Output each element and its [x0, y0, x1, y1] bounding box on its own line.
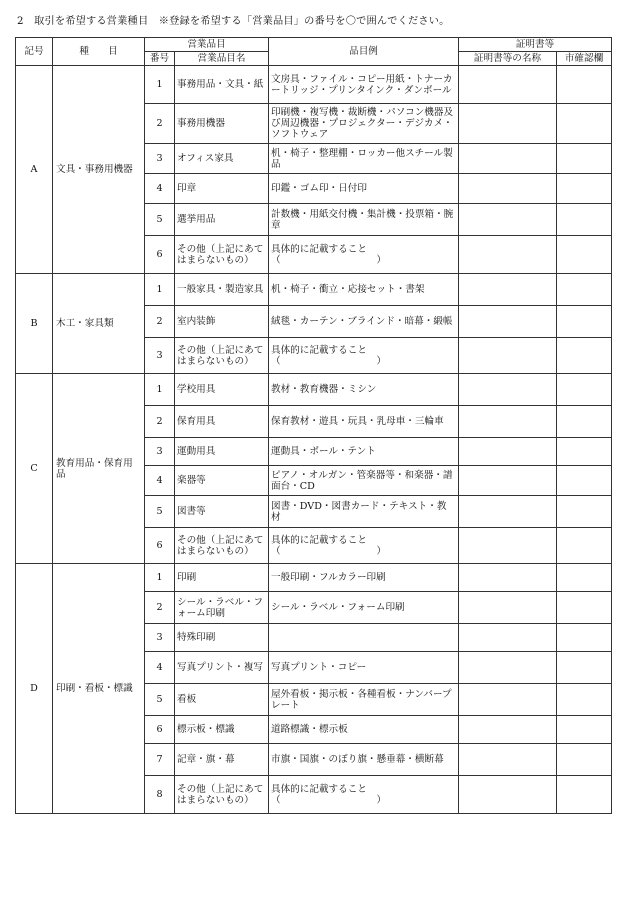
city-check-cell — [557, 496, 612, 528]
item-number[interactable]: 3 — [145, 338, 175, 374]
item-name: 事務用機器 — [175, 104, 269, 144]
item-number[interactable]: 3 — [145, 624, 175, 652]
item-example: 市旗・国旗・のぼり旗・懸垂幕・横断幕 — [269, 744, 459, 776]
certificate-name-cell[interactable] — [459, 466, 557, 496]
city-check-cell — [557, 592, 612, 624]
city-check-cell — [557, 624, 612, 652]
certificate-name-cell[interactable] — [459, 104, 557, 144]
city-check-cell — [557, 744, 612, 776]
header-row-1 — [16, 38, 612, 52]
item-example: 保育教材・遊具・玩具・乳母車・三輪車 — [269, 406, 459, 438]
category-name: 印刷・看板・標識 — [53, 564, 145, 814]
certificate-name-cell[interactable] — [459, 406, 557, 438]
item-name: 図書等 — [175, 496, 269, 528]
item-name: 特殊印刷 — [175, 624, 269, 652]
certificate-name-cell[interactable] — [459, 438, 557, 466]
certificate-name-cell[interactable] — [459, 652, 557, 684]
item-name: 室内装飾 — [175, 306, 269, 338]
item-number[interactable]: 2 — [145, 406, 175, 438]
business-category-table — [15, 37, 612, 814]
category-code: D — [16, 564, 53, 814]
city-check-cell — [557, 306, 612, 338]
item-example: 教材・教育機器・ミシン — [269, 374, 459, 406]
item-example: 印刷機・複写機・裁断機・パソコン機器及び周辺機器・プロジェクター・デジカメ・ソフトウェア — [269, 104, 459, 144]
item-example: 具体的に記載すること （ ） — [269, 776, 459, 814]
item-example: 絨毯・カーテン・ブラインド・暗幕・緞帳 — [269, 306, 459, 338]
certificate-name-cell[interactable] — [459, 306, 557, 338]
certificate-name-cell[interactable] — [459, 338, 557, 374]
item-example: 机・椅子・整理棚・ロッカー他スチール製品 — [269, 144, 459, 174]
header-number: 番号 — [145, 52, 175, 66]
category-code: A — [16, 66, 53, 274]
city-check-cell — [557, 438, 612, 466]
item-number[interactable]: 5 — [145, 204, 175, 236]
certificate-name-cell[interactable] — [459, 528, 557, 564]
certificate-name-cell[interactable] — [459, 204, 557, 236]
item-number[interactable]: 4 — [145, 174, 175, 204]
item-name: 保育用具 — [175, 406, 269, 438]
city-check-cell — [557, 66, 612, 104]
item-example — [269, 624, 459, 652]
item-name: 運動用具 — [175, 438, 269, 466]
item-number[interactable]: 2 — [145, 104, 175, 144]
certificate-name-cell[interactable] — [459, 744, 557, 776]
certificate-name-cell[interactable] — [459, 624, 557, 652]
city-check-cell — [557, 776, 612, 814]
item-example: 計数機・用紙交付機・集計機・投票箱・腕章 — [269, 204, 459, 236]
city-check-cell — [557, 338, 612, 374]
item-name: 印刷 — [175, 564, 269, 592]
city-check-cell — [557, 144, 612, 174]
item-number[interactable]: 1 — [145, 374, 175, 406]
city-check-cell — [557, 174, 612, 204]
item-example: 一般印刷・フルカラー印刷 — [269, 564, 459, 592]
item-example: 机・椅子・衝立・応接セット・書架 — [269, 274, 459, 306]
section-heading: 2 取引を希望する営業種目 ※登録を希望する「営業品目」の番号を〇で囲んでください。 — [17, 16, 450, 27]
city-check-cell — [557, 104, 612, 144]
item-name: 学校用具 — [175, 374, 269, 406]
item-name: 選挙用品 — [175, 204, 269, 236]
item-example: 運動具・ボール・テント — [269, 438, 459, 466]
item-example: 文房具・ファイル・コピー用紙・トナーカートリッジ・プリンタインク・ダンボール — [269, 66, 459, 104]
certificate-name-cell[interactable] — [459, 174, 557, 204]
certificate-name-cell[interactable] — [459, 776, 557, 814]
certificate-name-cell[interactable] — [459, 684, 557, 716]
certificate-name-cell[interactable] — [459, 236, 557, 274]
city-check-cell — [557, 716, 612, 744]
item-example: ピアノ・オルガン・管楽器等・和楽器・譜面台・CD — [269, 466, 459, 496]
item-name: 記章・旗・幕 — [175, 744, 269, 776]
certificate-name-cell[interactable] — [459, 592, 557, 624]
item-number[interactable]: 4 — [145, 466, 175, 496]
item-number[interactable]: 3 — [145, 144, 175, 174]
item-example: シール・ラベル・フォーム印刷 — [269, 592, 459, 624]
header-type: 種 目 — [53, 38, 145, 66]
table-row — [16, 66, 612, 104]
item-example: 具体的に記載すること （ ） — [269, 236, 459, 274]
header-city-check: 市確認欄 — [557, 52, 612, 66]
header-code: 記号 — [16, 38, 53, 66]
item-name: 写真プリント・複写 — [175, 652, 269, 684]
item-number[interactable]: 4 — [145, 652, 175, 684]
city-check-cell — [557, 274, 612, 306]
city-check-cell — [557, 684, 612, 716]
certificate-name-cell[interactable] — [459, 564, 557, 592]
table-row — [16, 374, 612, 406]
item-example: 具体的に記載すること （ ） — [269, 338, 459, 374]
item-name: その他（上記にあてはまらないもの） — [175, 236, 269, 274]
certificate-name-cell[interactable] — [459, 716, 557, 744]
item-example: 写真プリント・コピー — [269, 652, 459, 684]
header-item-name: 営業品目名 — [175, 52, 269, 66]
item-example: 具体的に記載すること （ ） — [269, 528, 459, 564]
item-name: その他（上記にあてはまらないもの） — [175, 776, 269, 814]
table-row — [16, 274, 612, 306]
certificate-name-cell[interactable] — [459, 496, 557, 528]
item-number[interactable]: 5 — [145, 496, 175, 528]
city-check-cell — [557, 236, 612, 274]
header-business-item: 営業品目 — [145, 38, 269, 52]
item-number[interactable]: 1 — [145, 66, 175, 104]
item-name: シール・ラベル・フォーム印刷 — [175, 592, 269, 624]
item-number[interactable]: 6 — [145, 236, 175, 274]
item-name: 印章 — [175, 174, 269, 204]
item-number[interactable]: 5 — [145, 684, 175, 716]
table-body — [16, 66, 612, 814]
city-check-cell — [557, 204, 612, 236]
item-name: 標示板・標識 — [175, 716, 269, 744]
category-name: 教育用品・保育用品 — [53, 374, 145, 564]
item-example: 屋外看板・掲示板・各種看板・ナンバープレート — [269, 684, 459, 716]
city-check-cell — [557, 652, 612, 684]
table-row — [16, 564, 612, 592]
item-example: 印鑑・ゴム印・日付印 — [269, 174, 459, 204]
city-check-cell — [557, 564, 612, 592]
item-name: 事務用品・文具・紙 — [175, 66, 269, 104]
city-check-cell — [557, 406, 612, 438]
item-name: その他（上記にあてはまらないもの） — [175, 338, 269, 374]
category-name: 文具・事務用機器 — [53, 66, 145, 274]
city-check-cell — [557, 374, 612, 406]
item-name: その他（上記にあてはまらないもの） — [175, 528, 269, 564]
item-number[interactable]: 6 — [145, 716, 175, 744]
category-name: 木工・家具類 — [53, 274, 145, 374]
item-name: 楽器等 — [175, 466, 269, 496]
item-number[interactable]: 2 — [145, 306, 175, 338]
header-certificate: 証明書等 — [459, 38, 612, 52]
item-example: 道路標識・標示板 — [269, 716, 459, 744]
item-name: 一般家具・製造家具 — [175, 274, 269, 306]
certificate-name-cell[interactable] — [459, 374, 557, 406]
certificate-name-cell[interactable] — [459, 66, 557, 104]
category-code: B — [16, 274, 53, 374]
item-number[interactable]: 3 — [145, 438, 175, 466]
certificate-name-cell[interactable] — [459, 144, 557, 174]
item-number[interactable]: 7 — [145, 744, 175, 776]
city-check-cell — [557, 528, 612, 564]
header-examples: 品目例 — [269, 38, 459, 66]
item-number[interactable]: 1 — [145, 564, 175, 592]
item-name: オフィス家具 — [175, 144, 269, 174]
item-name: 看板 — [175, 684, 269, 716]
item-number[interactable]: 6 — [145, 528, 175, 564]
item-number[interactable]: 1 — [145, 274, 175, 306]
header-certificate-name: 証明書等の名称 — [459, 52, 557, 66]
certificate-name-cell[interactable] — [459, 274, 557, 306]
city-check-cell — [557, 466, 612, 496]
item-example: 図書・DVD・図書カード・テキスト・教材 — [269, 496, 459, 528]
item-number[interactable]: 8 — [145, 776, 175, 814]
category-code: C — [16, 374, 53, 564]
item-number[interactable]: 2 — [145, 592, 175, 624]
